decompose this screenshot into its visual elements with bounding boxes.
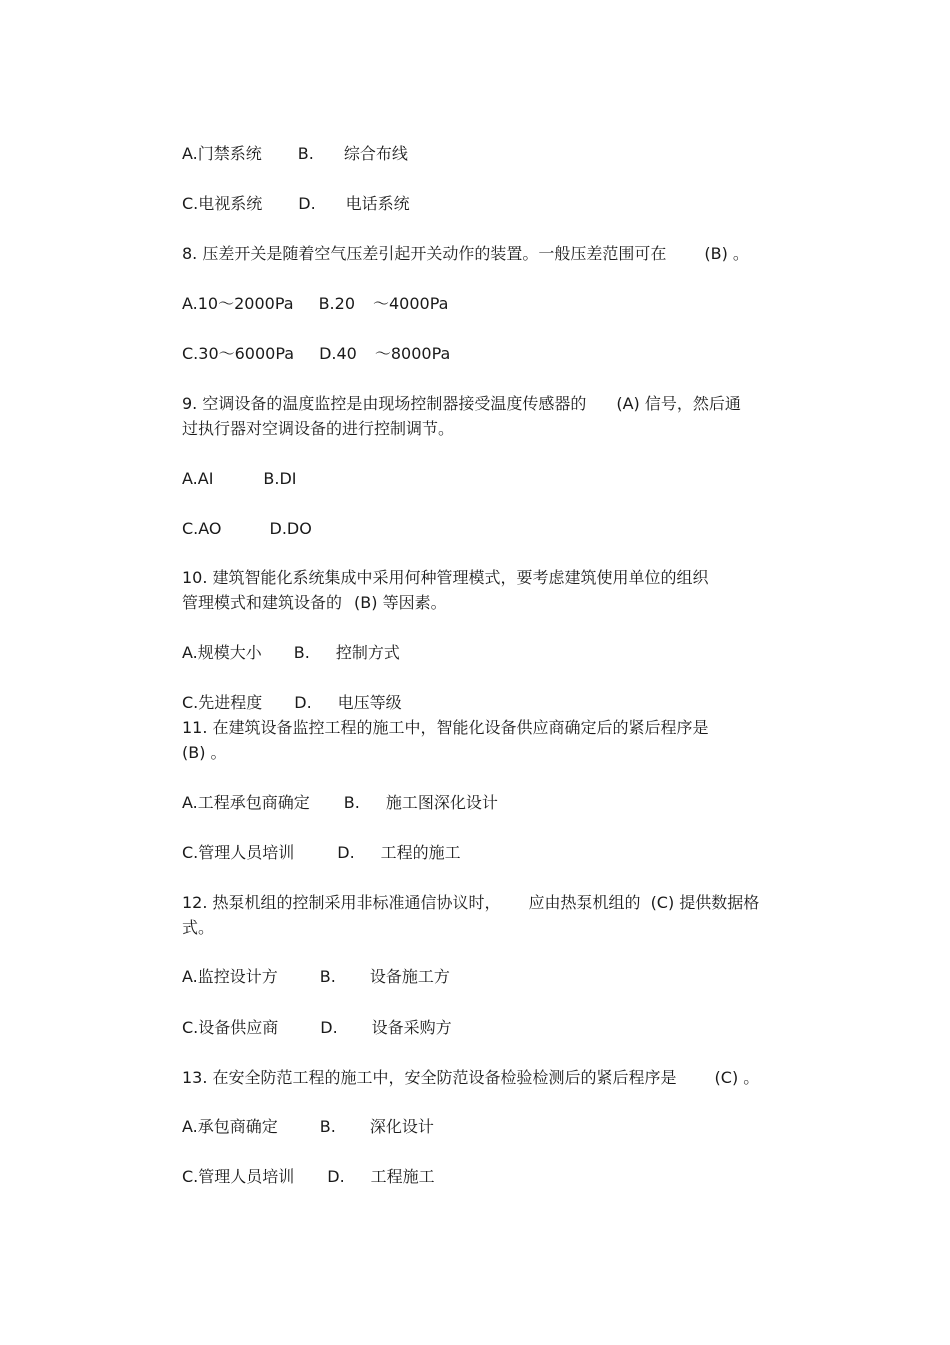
- question-10-cont: 管理模式和建筑设备的 (B) 等因素。: [182, 593, 447, 612]
- option-line: A.规模大小 B. 控制方式: [182, 643, 400, 662]
- option-line: A.AI B.DI: [182, 469, 297, 488]
- question-12: 12. 热泵机组的控制采用非标准通信协议时， 应由热泵机组的 (C) 提供数据格: [182, 893, 760, 912]
- option-line: C.电视系统 D. 电话系统: [182, 194, 410, 213]
- option-line: C.管理人员培训 D. 工程的施工: [182, 843, 461, 862]
- question-11-cont: (B) 。: [182, 743, 227, 762]
- option-line: C.先进程度 D. 电压等级: [182, 693, 402, 712]
- question-10: 10. 建筑智能化系统集成中采用何种管理模式，要考虑建筑使用单位的组织: [182, 568, 709, 587]
- question-9-cont: 过执行器对空调设备的进行控制调节。: [182, 419, 455, 438]
- question-13: 13. 在安全防范工程的施工中，安全防范设备检验检测后的紧后程序是 (C) 。: [182, 1068, 760, 1087]
- question-8: 8. 压差开关是随着空气压差引起开关动作的装置。一般压差范围可在 (B) 。: [182, 244, 749, 263]
- option-line: A.门禁系统 B. 综合布线: [182, 144, 408, 163]
- option-line: A.监控设计方 B. 设备施工方: [182, 967, 450, 986]
- question-12-cont: 式。: [182, 918, 215, 937]
- question-11: 11. 在建筑设备监控工程的施工中，智能化设备供应商确定后的紧后程序是: [182, 718, 709, 737]
- option-line: C.AO D.DO: [182, 519, 312, 538]
- question-9: 9. 空调设备的温度监控是由现场控制器接受温度传感器的 (A) 信号，然后通: [182, 394, 741, 413]
- option-line: C.管理人员培训 D. 工程施工: [182, 1167, 435, 1186]
- option-line: A.工程承包商确定 B. 施工图深化设计: [182, 793, 498, 812]
- option-line: A.10～2000Pa B.20 ～4000Pa: [182, 294, 449, 313]
- option-line: C.30～6000Pa D.40 ～8000Pa: [182, 344, 451, 363]
- option-line: A.承包商确定 B. 深化设计: [182, 1117, 434, 1136]
- option-line: C.设备供应商 D. 设备采购方: [182, 1018, 452, 1037]
